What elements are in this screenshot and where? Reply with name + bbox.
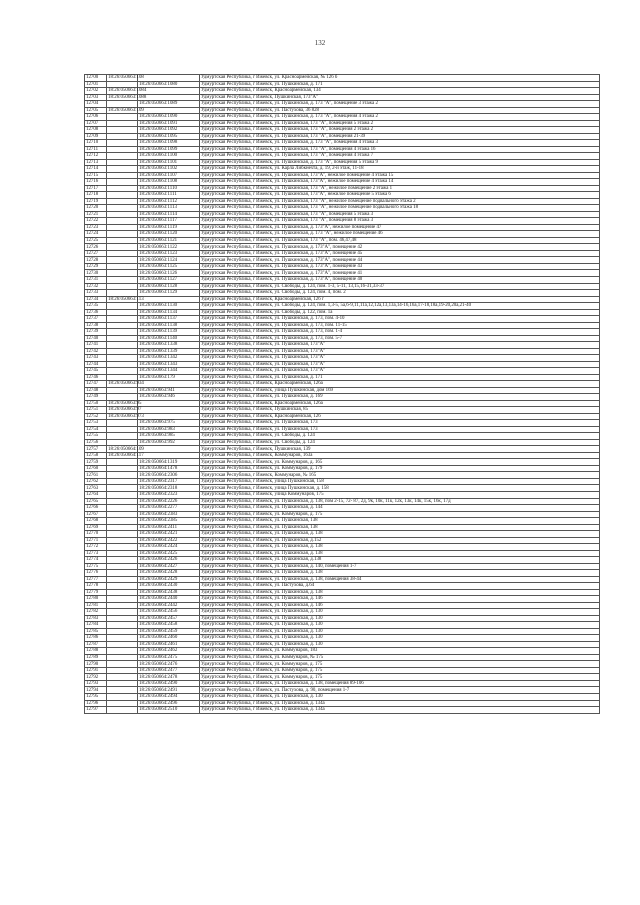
quarter-number-cell: 18:26:050664:117 (108, 453, 144, 459)
address-cell: Удмуртская Республика, г Ижевск, ул. Пушкинская, д. 173"А", помещение 45 (200, 250, 600, 257)
object-number-cell: 18:26:050663:1101 (138, 159, 200, 166)
address-cell: Удмуртская Республика, г Ижевск, ул. Коммунаров, № 175 (200, 654, 600, 661)
object-number-cell: 18:26:050663:1100 (138, 153, 200, 160)
quarter-number-cell: 18:26:050663:97 (108, 407, 142, 413)
object-number-cell: 18:26:050664:2438 (138, 589, 200, 596)
address-cell: Удмуртская Республика, г Ижевск, ул. Пушкинская, 173 "А", помещения 4 этажа 16 (200, 146, 600, 153)
object-number-cell: 18:26:050664:2496 (138, 700, 200, 707)
row-number-cell: 12763 (85, 485, 107, 492)
row-number-cell: 12756 (85, 439, 107, 446)
row-number-cell: 12794 (85, 687, 107, 694)
row-number-cell: 12754 (85, 426, 107, 433)
address-cell: Удмуртская Республика, г Ижевск, улица Пушкинская, д. 158 (200, 485, 600, 492)
address-cell: Удмуртская Республика, г Ижевск, ул. Пушкинская, д. 138 (200, 544, 600, 551)
object-number-cell: 18:26:050663:946 (138, 394, 200, 401)
row-number-cell: 12745 (85, 368, 107, 375)
object-number-cell: 18:26:050664:2226 (138, 498, 200, 505)
address-cell: Удмуртская Республика, г Ижевск, ул. Пушкинская, 173 "А", нежилое помещение 2 этажа 1 (200, 185, 600, 192)
object-number-cell: 18:26:050663:1126 (138, 270, 200, 277)
cadastral-table (84, 74, 600, 714)
address-cell: Удмуртская Республика, г Ижевск, ул. Пушкинская, д. 138, помещения 38-44 (200, 576, 600, 583)
object-number-cell: 18:26:050664:2425 (138, 550, 200, 557)
address-cell: Удмуртская Республика, г Ижевск, улица Коммунаров, 175 (200, 492, 600, 499)
address-cell: Удмуртская Республика, г Ижевск, ул. Коммунаров, д. 165 (200, 459, 600, 466)
object-number-cell: 18:26:050663:1134 (138, 309, 200, 316)
object-number-cell: 18:26:050664:2385 (138, 518, 200, 525)
address-cell: Удмуртская Республика, г Ижевск, ул. Пушкинская, д. 173 "А", нежилое помещение 46 (200, 231, 600, 238)
address-cell: Удмуртская Республика, г Ижевск, Пушкинская, 173"А" (200, 94, 600, 101)
row-number-cell: 12772 (85, 544, 107, 551)
object-number-cell: 18:26:050664:2306 (138, 472, 200, 479)
row-number-cell: 12728 (85, 257, 107, 264)
row-number-cell: 12729 (85, 263, 107, 270)
address-cell: Удмуртская Республика, г Ижевск, ул. Свободы, д. 124, пом. 4, пом. 2 (200, 290, 600, 297)
address-cell: Удмуртская Республика, г Ижевск, ул. Коммунаров, 183 (200, 648, 600, 655)
address-cell: Удмуртская Республика, г Ижевск, ул. Пушкинская, д. 130 (200, 609, 600, 616)
row-number-cell: 12725 (85, 237, 107, 244)
row-number-cell: 12758 (85, 452, 107, 459)
object-number-cell: 18:26:050664:2476 (138, 661, 200, 668)
object-number-cell: 18:26:050664:2277 (138, 505, 200, 512)
object-number-cell: 18:26:050663:985 (138, 433, 200, 440)
address-cell: Удмуртская Республика, г Ижевск, ул. Пушкинская, 173"А" (200, 355, 600, 362)
row-number-cell: 12779 (85, 589, 107, 596)
address-cell: Удмуртская Республика, г Ижевск, Коммунаров, № 165 (200, 472, 600, 479)
row-number-cell: 12790 (85, 661, 107, 668)
row-number-cell: 12787 (85, 641, 107, 648)
address-cell: Удмуртская Республика, г Ижевск, ул. Пастухова, д.64 (200, 583, 600, 590)
object-number-cell: 18:26:050663:975 (138, 420, 200, 427)
address-cell: Удмуртская Республика, г Ижевск, ул. Пушкинская, 173"А" (200, 368, 600, 375)
object-number-cell: 18:26:050663:1137 (138, 316, 200, 323)
row-number-cell: 12792 (85, 674, 107, 681)
address-cell: Удмуртская Республика, г Ижевск, ул. Пушкинская, 173 "А", помещения 4 этажа 7 (200, 153, 600, 160)
address-cell: Удмуртская Республика, г Ижевск, ул. Пушкинская, д. 171 (200, 81, 600, 88)
address-cell: Удмуртская Республика, г Ижевск, ул. Пушкинская, д. 173 "А", помещения 5 этажа 9 (200, 159, 600, 166)
address-cell: Удмуртская Республика, г Ижевск, ул. Пушкинская, д.138 (200, 557, 600, 564)
object-number-cell: 18:26:050664:2428 (138, 570, 200, 577)
object-number-cell: 18:26:050663:1111 (138, 192, 200, 199)
address-cell: Удмуртская Республика, г Ижевск, ул. Пушкинская, 173 "А", помещения 2 этажа 2 (200, 127, 600, 134)
object-number-cell: 18:26:050663:1121 (138, 237, 200, 244)
address-cell: Удмуртская Республика, г Ижевск, ул. Пушкинская, д. 130 (200, 641, 600, 648)
row-number-cell: 12733 (85, 290, 107, 297)
address-cell: Удмуртская Республика, г Ижевск, ул. Пушкинская, 173 "А", нежилое помещение подвального этажа 18 (200, 205, 600, 212)
object-number-cell: 18:26:050663:1098 (138, 140, 200, 147)
row-number-cell: 12719 (85, 198, 107, 205)
address-cell: Удмуртская Республика, г Ижевск, ул. Пушкинская, д. 173, пом. 5-7 (200, 335, 600, 342)
row-number-cell: 12714 (85, 166, 107, 173)
address-cell: Удмуртская Республика, г Ижевск, Красноармейская, 134 (200, 88, 600, 95)
address-cell: Удмуртская Республика, г Ижевск, ул. Пушкинская, д. 130 (200, 635, 600, 642)
address-cell: Удмуртская Республика, г Ижевск, Красноармейская, 126а (200, 381, 600, 388)
row-number-cell: 12720 (85, 205, 107, 212)
quarter-number-cell: 18:26:050663:973 (108, 413, 144, 419)
address-cell: Удмуртская Республика, г Ижевск, ул. Пушкинская, 173"А", нежилое помещение 4 этажа 15 (200, 172, 600, 179)
object-number-cell: 18:26:050664:2458 (138, 622, 200, 629)
address-cell: Удмуртская Республика, г Ижевск, ул. Пушкинская, д. 171 (200, 374, 600, 381)
quarter-number-cell: 18:26:050663:113 (108, 296, 144, 302)
address-cell: Удмуртская Республика, г Ижевск, ул. Пушкинская, д. 138 (200, 589, 600, 596)
object-number-cell: 18:26:050664:2457 (138, 615, 200, 622)
row-number-cell: 12712 (85, 153, 107, 160)
address-cell: Удмуртская Республика, г Ижевск, ул. Пушкинская, 173"А" (200, 361, 600, 368)
object-number-cell: 18:26:050663:983 (138, 426, 200, 433)
quarter-number-cell: 18:26:050664:109 (108, 446, 144, 452)
row-number-cell: 12750 (85, 400, 107, 407)
object-number-cell: 18:26:050663:1120 (138, 231, 200, 238)
object-number-cell: 18:26:050664:2323 (138, 492, 200, 499)
object-number-cell: 18:26:050663:1125 (138, 263, 200, 270)
object-number-cell: 18:26:050664:1478 (138, 465, 200, 472)
address-cell: Удмуртская Республика, г Ижевск, ул. Пушкинская, д. 144 (200, 505, 600, 512)
row-number-cell: 12746 (85, 374, 107, 381)
address-cell: Удмуртская Республика, г Ижевск, ул. Свободы, д. 124, пом. 1,3-5, 5а,6-9,11,11а,12,12а,13,13а,14-16,16а,17-18,18а,19-20,20а,21-40 (200, 303, 600, 310)
row-number-cell: 12705 (85, 107, 107, 114)
address-cell: Удмуртская Республика, г Ижевск, ул. Пушкинская, д. 173"А", помещение 40 (200, 276, 600, 283)
address-cell: Удмуртская Республика, г Ижевск, ул. Пушкинская, 173 "А", пом. 46,47,48 (200, 237, 600, 244)
address-cell: Удмуртская Республика, г Ижевск, ул. Пушкинская, д.152 (200, 537, 600, 544)
row-number-cell: 12786 (85, 635, 107, 642)
row-number-cell: 12707 (85, 120, 107, 127)
row-number-cell: 12743 (85, 355, 107, 362)
row-number-cell: 12785 (85, 628, 107, 635)
row-number-cell: 12738 (85, 322, 107, 329)
object-number-cell: 18:26:050663:1114 (138, 211, 200, 218)
object-number-cell: 18:26:050663:1338 (138, 342, 200, 349)
row-number-cell: 12730 (85, 270, 107, 277)
row-number-cell: 12715 (85, 172, 107, 179)
row-number-cell: 12767 (85, 511, 107, 518)
row-number-cell: 12736 (85, 309, 107, 316)
row-number-cell: 12742 (85, 348, 107, 355)
address-cell: Удмуртская Республика, г Ижевск, ул. Свободы, д. 124 (200, 433, 600, 440)
object-number-cell: 18:26:050664:2459 (138, 628, 200, 635)
quarter-number-cell (107, 707, 138, 714)
row-number-cell: 12710 (85, 140, 107, 147)
address-cell: Удмуртская Республика, г Ижевск, ул. Пушкинская, д. 138 (200, 550, 600, 557)
address-cell: Удмуртская Республика, г Ижевск, ул. Коммунаров, д. 175 (200, 511, 600, 518)
object-number-cell: 18:26:050664:2478 (138, 674, 200, 681)
object-number-cell: 18:26:050664:2456 (138, 609, 200, 616)
row-number-cell: 12735 (85, 303, 107, 310)
address-cell: Удмуртская Республика, г Ижевск, Красноармейская, 126 (200, 413, 600, 420)
address-cell: Удмуртская Республика, г Ижевск, ул. Пушкинская, 138 (200, 524, 600, 531)
address-cell: Удмуртская Республика, г Ижевск, ул. Красноармейская, № 126 б (200, 75, 600, 82)
object-number-cell: 18:26:050663:1110 (138, 185, 200, 192)
object-number-cell: 18:26:050663:1127 (138, 276, 200, 283)
object-number-cell: 18:26:050664:2427 (138, 563, 200, 570)
page-number: 132 (314, 39, 326, 47)
quarter-number-cell: 18:26:050663:934 (108, 381, 144, 387)
address-cell: Удмуртская Республика, г Ижевск, улица Пушкинская, дом 169 (200, 387, 600, 394)
row-number-cell: 12766 (85, 505, 107, 512)
address-cell: Удмуртская Республика, г Ижевск, ул. Коммунаров, д. 175 (200, 661, 600, 668)
object-number-cell: 18:26:050663:1124 (138, 257, 200, 264)
row-number-cell: 12791 (85, 667, 107, 674)
address-cell: Удмуртская Республика, г Ижевск, ул. Пушкинская, 173"А" (200, 342, 600, 349)
object-number-cell: 18:26:050663:179 (138, 374, 200, 381)
address-cell: Удмуртская Республика, г Ижевск, улица Пушкинская, 158 (200, 478, 600, 485)
address-cell: Удмуртская Республика, г Ижевск, ул. Пушкинская, 173 "А", помещения 21-39 (200, 133, 600, 140)
row-number-cell: 12795 (85, 693, 107, 700)
address-cell: Удмуртская Республика, г Ижевск, ул. Пушкинская, 173 (200, 420, 600, 427)
address-cell: Удмуртская Республика, г Ижевск, ул. Коммунаров, д. 179 (200, 465, 600, 472)
address-cell: Удмуртская Республика, г Ижевск, ул. Пушкинская, д. 173, пом. 1-4 (200, 329, 600, 336)
row-number-cell: 12723 (85, 224, 107, 231)
row-number-cell: 12717 (85, 185, 107, 192)
address-cell: Удмуртская Республика, г Ижевск, ул. Пушкинская, д. 173 "А", помещения 4 этажа 3 (200, 140, 600, 147)
address-cell: Удмуртская Республика, г Ижевск, ул. Пастухова, д. 90, помещения 1-7 (200, 687, 600, 694)
row-number-cell: 12780 (85, 596, 107, 603)
address-cell: Удмуртская Республика, г Ижевск, ул. Пушкинская, 173"А", нежилое помещение 5 этажа 6 (200, 192, 600, 199)
row-number-cell: 12783 (85, 615, 107, 622)
quarter-number-cell: 18:26:050663:108 (108, 75, 144, 81)
row-number-cell: 12776 (85, 570, 107, 577)
row-number-cell: 12726 (85, 244, 107, 251)
address-cell: Удмуртская Республика, г Ижевск, ул. Пушкинская, д. 130 (200, 622, 600, 629)
row-number-cell: 12702 (85, 88, 107, 95)
address-cell: Удмуртская Республика, г Ижевск, ул. Пушкинская, 173 "А", помещения 5 этажа 2 (200, 120, 600, 127)
address-cell: Удмуртская Республика, г Ижевск, ул. Пушкинская, 173"А" (200, 348, 600, 355)
row-number-cell: 12708 (85, 127, 107, 134)
row-number-cell: 12771 (85, 537, 107, 544)
address-cell: Удмуртская Республика, г Ижевск, Красноармейская, 126 г (200, 296, 600, 303)
object-number-cell: 18:26:050664:2491 (138, 687, 200, 694)
address-cell: Удмуртская Республика, г Ижевск, ул. Пушкинская, д. 173 "А", помещения 4 этажа 2 (200, 114, 600, 121)
address-cell: Удмуртская Республика, г Ижевск, ул. Пушкинская, д. 138, помещения 89-106 (200, 680, 600, 687)
object-number-cell: 18:26:050664:2510 (138, 707, 200, 714)
object-number-cell: 18:26:050663:1112 (138, 198, 200, 205)
row-number-cell: 12731 (85, 276, 107, 283)
row-number-cell: 12760 (85, 465, 107, 472)
address-cell: Удмуртская Республика, г Ижевск, ул. Пушкинская, 173 "А", помещения 8 этажа 3 (200, 218, 600, 225)
row-number-cell: 12789 (85, 654, 107, 661)
quarter-number-cell: 18:26:050663:109 (108, 107, 144, 113)
row-number-cell: 12759 (85, 459, 107, 466)
row-number-cell: 12741 (85, 342, 107, 349)
row-number-cell: 12718 (85, 192, 107, 199)
object-number-cell: 18:26:050663:1113 (138, 205, 200, 212)
object-number-cell: 18:26:050664:2426 (138, 557, 200, 564)
object-number-cell: 18:26:050663:1123 (138, 250, 200, 257)
address-cell: Удмуртская Республика, г Ижевск, ул. Пушкинская, д. 173"А", помещение 44 (200, 257, 600, 264)
row-number-cell: 12778 (85, 583, 107, 590)
address-cell: Удмуртская Республика, г Ижевск, ул. Пушкинская, д. 130 (200, 615, 600, 622)
row-number-cell: 12724 (85, 231, 107, 238)
object-number-cell: 18:26:050663:1138 (138, 322, 200, 329)
quarter-number-cell: 18:26:050663:1084 (108, 88, 147, 94)
object-number-cell: 18:26:050664:2421 (138, 531, 200, 538)
object-number-cell: 18:26:050664:2430 (138, 583, 200, 590)
address-cell: Удмуртская Республика, г Ижевск, ул. Пушкинская, д. 134а (200, 707, 600, 714)
object-number-cell: 18:26:050664:2318 (138, 485, 200, 492)
row-number-cell: 12782 (85, 609, 107, 616)
row-number-cell: 12703 (85, 94, 107, 101)
object-number-cell: 18:26:050664:2317 (138, 478, 200, 485)
quarter-number-cell: 18:26:050663:1088 (108, 94, 147, 100)
object-number-cell: 18:26:050664:1319 (138, 459, 200, 466)
row-number-cell: 12747 (85, 381, 107, 388)
row-number-cell: 12706 (85, 114, 107, 121)
row-number-cell: 12752 (85, 413, 107, 420)
row-number-cell: 12727 (85, 250, 107, 257)
row-number-cell: 12768 (85, 518, 107, 525)
object-number-cell: 18:26:050663:1119 (138, 224, 200, 231)
address-cell: Удмуртская Республика, г Ижевск, ул. Пушкинская, д. 138, пом 2-15, 72- 87, 2д, 9к, 10к, 11к, 12к, 13к, 14к, 15к, 16к, 17д (200, 498, 600, 505)
address-cell: Удмуртская Республика, г Ижевск, Пушкинская, 85 (200, 407, 600, 414)
address-cell: Удмуртская Республика, г Ижевск, ул. Пушкинская, д. 173"А", нежилое помещение 47 (200, 224, 600, 231)
address-cell: Удмуртская Республика, г Ижевск, ул. Пушкинская, д. 130 (200, 693, 600, 700)
object-number-cell: 18:26:050664:2440 (138, 596, 200, 603)
row-number-cell: 12770 (85, 531, 107, 538)
row-number-cell: 12784 (85, 622, 107, 629)
row-number-cell: 12716 (85, 179, 107, 186)
table-row (85, 707, 600, 714)
object-number-cell: 18:26:050664:2411 (138, 524, 200, 531)
row-number-cell: 12740 (85, 335, 107, 342)
row-number-cell: 12701 (85, 81, 107, 88)
address-cell: Удмуртская Республика, г Ижевск, ул. Карла Либкнехта, д. 19, 2-й этаж, 11-18 (200, 166, 600, 173)
row-number-cell: 12744 (85, 361, 107, 368)
row-number-cell: 12739 (85, 329, 107, 336)
address-cell: Удмуртская Республика, г Ижевск, ул. Пушкинская, д. 173"А", помещение 43 (200, 263, 600, 270)
object-number-cell: 18:26:050664:2461 (138, 641, 200, 648)
object-number-cell: 18:26:050663:1117 (138, 218, 200, 225)
row-number-cell: 12797 (85, 707, 107, 714)
row-number-cell: 12734 (85, 296, 107, 303)
address-cell: Удмуртская Республика, г Ижевск, ул. Свободы, д. 124 (200, 439, 600, 446)
row-number-cell: 12764 (85, 492, 107, 499)
object-number-cell: 18:26:050663:1139 (138, 329, 200, 336)
row-number-cell: 12788 (85, 648, 107, 655)
object-number-cell: 18:26:050663:941 (138, 387, 200, 394)
address-cell: Удмуртская Республика, г Ижевск, ул. Пушкинская, 173 (200, 426, 600, 433)
object-number-cell: 18:26:050663:1122 (138, 244, 200, 251)
address-cell: Удмуртская Республика, г Ижевск, ул. Пушкинская, 173 "А", нежилое помещение подвального этажа 2 (200, 198, 600, 205)
object-number-cell: 18:26:050663:1339 (138, 348, 200, 355)
address-cell: Удмуртская Республика, г Ижевск, ул. Пушкинская, д. 173"А", помещение 42 (200, 244, 600, 251)
address-cell: Удмуртская Республика, г Ижевск, ул. Свободы, д. 122, пом. 1а (200, 309, 600, 316)
row-number-cell: 12757 (85, 446, 107, 453)
object-number-cell: 18:26:050663:1091 (138, 120, 200, 127)
row-number-cell: 12748 (85, 387, 107, 394)
address-cell: Удмуртская Республика, г Ижевск, ул. Пушкинская, д. 173 "А", помещение 3 этажа 2 (200, 101, 600, 108)
object-number-cell: 18:26:050663:1108 (138, 179, 200, 186)
table-body (85, 75, 600, 714)
address-cell: Удмуртская Республика, г Ижевск, ул. Пушкинская, д. 146 (200, 602, 600, 609)
row-number-cell: 12737 (85, 316, 107, 323)
object-number-cell: 18:26:050664:2442 (138, 602, 200, 609)
row-number-cell: 12713 (85, 159, 107, 166)
object-number-cell: 18:26:050663:1090 (138, 114, 200, 121)
object-number-cell: 18:26:050663:1099 (138, 146, 200, 153)
object-number-cell: 18:26:050664:2490 (138, 680, 200, 687)
row-number-cell: 12709 (85, 133, 107, 140)
address-cell: Удмуртская Республика, г Ижевск, ул. Пушкинская, д. 138 (200, 570, 600, 577)
object-number-cell: 18:26:050663:1080 (138, 81, 200, 88)
address-cell: Удмуртская Республика, г Ижевск, ул. Пушкинская, 173"А", нежилое помещение 4 этажа 14 (200, 179, 600, 186)
address-cell: Удмуртская Республика, г Ижевск, ул. Пушкинская, д. 169 (200, 394, 600, 401)
row-number-cell: 12774 (85, 557, 107, 564)
object-number-cell: 18:26:050663:992 (138, 439, 200, 446)
row-number-cell: 12755 (85, 433, 107, 440)
row-number-cell: 12722 (85, 218, 107, 225)
object-number-cell: 18:26:050664:2424 (138, 544, 200, 551)
address-cell: Удмуртская Республика, г Ижевск, ул. Пушкинская, д. 138 (200, 531, 600, 538)
row-number-cell: 12796 (85, 700, 107, 707)
address-cell: Удмуртская Республика, г Ижевск, ул. Пушкинская, д. 146 (200, 596, 600, 603)
address-cell: Удмуртская Республика, г Ижевск, ул. Пушкинская, 173 "А", помещения 5 этажа 3 (200, 211, 600, 218)
address-cell: Удмуртская Республика, г Ижевск, ул. Коммунаров, д. 175 (200, 674, 600, 681)
row-number-cell: 12765 (85, 498, 107, 505)
quarter-number-cell: 18:26:050663:95 (108, 400, 142, 406)
row-number-cell: 12781 (85, 602, 107, 609)
object-number-cell: 18:26:050663:1129 (138, 290, 200, 297)
object-number-cell: 18:26:050663:1130 (138, 303, 200, 310)
address-cell: Удмуртская Республика, г Ижевск, ул. Пушкинская, 138 (200, 518, 600, 525)
object-number-cell: 18:26:050663:1095 (138, 133, 200, 140)
object-number-cell: 18:26:050663:1092 (138, 127, 200, 134)
address-cell: Удмуртская Республика, г Ижевск, ул. Коммунаров, д. 175 (200, 667, 600, 674)
object-number-cell: 18:26:050664:2477 (138, 667, 200, 674)
row-number-cell: 12762 (85, 478, 107, 485)
object-number-cell: 18:26:050664:2462 (138, 648, 200, 655)
address-cell: Удмуртская Республика, г Ижевск, Красноармейская, 126а (200, 400, 600, 407)
object-number-cell: 18:26:050664:2383 (138, 511, 200, 518)
row-number-cell: 12721 (85, 211, 107, 218)
row-number-cell: 12711 (85, 146, 107, 153)
object-number-cell: 18:26:050664:2475 (138, 654, 200, 661)
object-number-cell: 18:26:050664:2494 (138, 693, 200, 700)
row-number-cell: 12753 (85, 420, 107, 427)
object-number-cell: 18:26:050664:2429 (138, 576, 200, 583)
row-number-cell: 12732 (85, 283, 107, 290)
object-number-cell: 18:26:050663:1089 (138, 101, 200, 108)
address-cell: Удмуртская Республика, г Ижевск, ул. Пушкинская, д. 134а (200, 700, 600, 707)
address-cell: Удмуртская Республика, г Ижевск, Пушкинская, 139 (200, 446, 600, 453)
row-number-cell: 12700 (85, 75, 107, 82)
object-number-cell: 18:26:050664:2422 (138, 537, 200, 544)
address-cell: Удмуртская Республика, г Ижевск, ул. Пушкинская, д. 140, помещения 1-7 (200, 563, 600, 570)
object-number-cell: 18:26:050663:1140 (138, 335, 200, 342)
object-number-cell: 18:26:050663:1102 (138, 166, 200, 173)
object-number-cell: 18:26:050663:1128 (138, 283, 200, 290)
row-number-cell: 12775 (85, 563, 107, 570)
row-number-cell: 12761 (85, 472, 107, 479)
address-cell: Удмуртская Республика, г Ижевск, ул. Пастухова, 36 828 (200, 107, 600, 114)
row-number-cell: 12704 (85, 101, 107, 108)
row-number-cell: 12773 (85, 550, 107, 557)
object-number-cell: 18:26:050663:1342 (138, 355, 200, 362)
row-number-cell: 12769 (85, 524, 107, 531)
object-number-cell: 18:26:050663:1107 (138, 172, 200, 179)
address-cell: Удмуртская Республика, г Ижевск, ул. Свободы, д. 124, пом. 1-3, 5-11, 13,15,16-31,33-37 (200, 283, 600, 290)
row-number-cell: 12777 (85, 576, 107, 583)
address-cell: Удмуртская Республика, г Ижевск, ул. Пушкинская, д. 173, пом. 11-15 (200, 322, 600, 329)
object-number-cell: 18:26:050664:2460 (138, 635, 200, 642)
object-number-cell: 18:26:050663:1344 (138, 368, 200, 375)
address-cell: Удмуртская Республика, г Ижевск, Коммунаров, 163а (200, 452, 600, 459)
object-number-cell: 18:26:050663:1343 (138, 361, 200, 368)
row-number-cell: 12793 (85, 680, 107, 687)
row-number-cell: 12751 (85, 407, 107, 414)
address-cell: Удмуртская Республика, г Ижевск, ул. Пушкинская, д. 173, пом. 4-10 (200, 316, 600, 323)
address-cell: Удмуртская Республика, г Ижевск, ул. Пушкинская, д. 173"А", помещение 41 (200, 270, 600, 277)
address-cell: Удмуртская Республика, г Ижевск, ул. Пушкинская, д. 130 (200, 628, 600, 635)
row-number-cell: 12749 (85, 394, 107, 401)
